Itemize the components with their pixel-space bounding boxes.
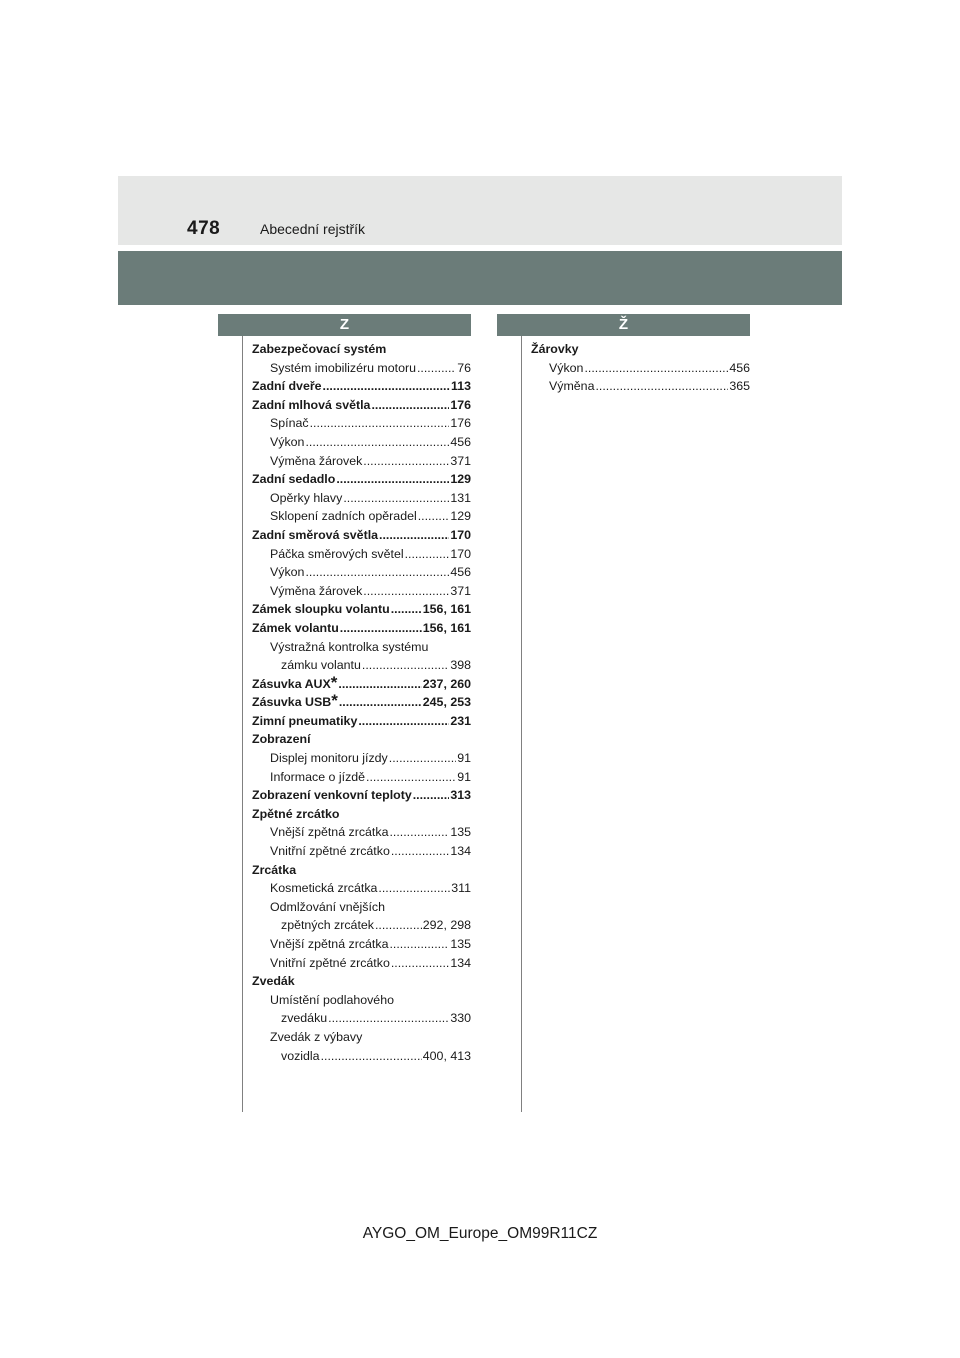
- dot-leader: [595, 377, 728, 396]
- index-entry-text: Výměna žárovek: [270, 583, 363, 598]
- index-entry-text: Zásuvka USB: [252, 695, 332, 710]
- page-reference: 456: [729, 360, 750, 375]
- index-entry: [252, 935, 471, 954]
- index-entry-text: Výměna: [549, 379, 595, 394]
- index-entry: Zásuvka USB * ..... 245, 253: [252, 693, 471, 712]
- dot-leader: [391, 842, 449, 861]
- index-entry: [252, 954, 471, 973]
- page-reference: 76: [457, 360, 471, 375]
- index-entry-text: Informace o jízdě: [270, 769, 366, 784]
- index-entry: [531, 359, 750, 378]
- index-entry: [252, 768, 471, 787]
- page-reference: 135: [450, 825, 471, 840]
- dot-leader: [321, 1047, 422, 1066]
- page-reference: 170: [450, 527, 471, 542]
- index-entry-text: zpětných zrcátek: [281, 918, 374, 933]
- index-entry-text: Systém imobilizéru motoru: [270, 360, 416, 375]
- page-reference: 456: [450, 434, 471, 449]
- index-entry: [252, 1028, 471, 1047]
- index-entry-text: Zvedák: [252, 974, 295, 989]
- index-entry: [252, 359, 471, 378]
- index-entry: [252, 749, 471, 768]
- page-reference: 330: [450, 1011, 471, 1026]
- index-entry: [252, 786, 471, 805]
- index-entry-text: Spínač: [270, 416, 309, 431]
- index-entry-text: Páčka směrových světel: [270, 546, 404, 561]
- dot-leader: [417, 359, 456, 378]
- page-number: 478: [187, 218, 221, 239]
- index-entry-text: Zámek volantu: [252, 620, 339, 635]
- index-entry: [252, 545, 471, 564]
- index-entry-text: Zrcátka: [252, 862, 297, 877]
- index-entry-text: Zvedák z výbavy: [270, 1029, 363, 1044]
- index-entry-text: Sklopení zadních opěradel: [270, 509, 417, 524]
- page-reference: 113: [451, 379, 471, 394]
- index-entry-text: Zadní směrová světla: [252, 527, 379, 542]
- dot-leader: [389, 935, 449, 954]
- page-reference: 313: [450, 788, 471, 803]
- page-reference: 456: [450, 565, 471, 580]
- index-entry: [252, 340, 471, 359]
- document-code: AYGO_OM_Europe_OM99R11CZ: [362, 1225, 598, 1242]
- index-entry: [252, 377, 471, 396]
- index-entry-text: zámku volantu: [281, 658, 361, 673]
- index-entry: [252, 823, 471, 842]
- left-column-divider: [242, 336, 243, 1112]
- page-reference: 231: [450, 713, 471, 728]
- index-entry: [252, 470, 471, 489]
- index-entry: [252, 582, 471, 601]
- index-entry-text: Zadní sedadlo: [252, 472, 336, 487]
- page-reference: 245, 253: [422, 695, 471, 710]
- index-column-right: [531, 340, 750, 396]
- index-entry-text: Žárovky: [531, 342, 579, 356]
- index-entry-text: Výstražná kontrolka systému: [270, 639, 429, 654]
- index-entry-text: zvedáku: [281, 1011, 328, 1026]
- index-entry-text: Zpětné zrcátko: [252, 806, 340, 821]
- letter-heading-z-caron: Ž: [497, 314, 750, 336]
- dot-leader: [305, 563, 449, 582]
- dot-leader: [328, 1009, 449, 1028]
- dot-leader: [363, 582, 449, 601]
- index-entry: [252, 730, 471, 749]
- index-entry-text: Výkon: [549, 360, 584, 375]
- dot-leader: [391, 600, 422, 619]
- index-entry-text: Zabezpečovací systém: [252, 342, 387, 356]
- page-reference: 134: [450, 844, 471, 859]
- page-reference: 131: [450, 490, 471, 505]
- index-entry: [252, 619, 471, 638]
- page-reference: 91: [457, 751, 471, 766]
- index-entry: [252, 489, 471, 508]
- index-entry-text: Vnitřní zpětné zrcátko: [270, 955, 390, 970]
- page-reference: 156, 161: [422, 620, 471, 635]
- page-reference: 371: [450, 583, 471, 598]
- index-entry: [252, 414, 471, 433]
- dot-leader: [389, 823, 449, 842]
- page-reference: 292, 298: [422, 918, 471, 933]
- index-entry: [252, 600, 471, 619]
- page-reference: 237, 260: [422, 676, 471, 691]
- index-entry: [252, 507, 471, 526]
- dot-leader: [343, 489, 449, 508]
- letter-heading-z: Z: [218, 314, 471, 336]
- dot-leader: [323, 377, 450, 396]
- index-entry-text: Zadní dveře: [252, 379, 322, 394]
- index-entry: [252, 563, 471, 582]
- index-entry: [531, 377, 750, 396]
- index-entry: [252, 879, 471, 898]
- index-entry-text: Vnější zpětná zrcátka: [270, 825, 389, 840]
- index-entry: [252, 972, 471, 991]
- page-reference: 371: [450, 453, 471, 468]
- page-reference: 156, 161: [422, 602, 471, 617]
- page-reference: 134: [450, 955, 471, 970]
- dot-leader: [584, 359, 728, 378]
- dot-leader: [336, 470, 449, 489]
- page-reference: 400, 413: [422, 1048, 471, 1063]
- index-entry: [252, 452, 471, 471]
- index-entry-text: Vnitřní zpětné zrcátko: [270, 844, 390, 859]
- index-entry-text: Výkon: [270, 565, 305, 580]
- dot-leader: [358, 712, 449, 731]
- header-band: [118, 176, 842, 245]
- index-entry-text: Odmlžování vnějších: [270, 899, 386, 914]
- dot-leader: [418, 507, 450, 526]
- dot-leader: [371, 396, 449, 415]
- page-title: Abecední rejstřík: [260, 221, 366, 237]
- index-entry-text: Zimní pneumatiky: [252, 713, 358, 728]
- dot-leader: [375, 916, 422, 935]
- index-entry-text: Zobrazení venkovní teploty: [252, 788, 412, 803]
- index-entry: [252, 1047, 471, 1066]
- index-entry-text: Výkon: [270, 434, 305, 449]
- index-entry: [252, 898, 471, 917]
- index-entry-text: Vnější zpětná zrcátka: [270, 937, 389, 951]
- page-reference: 135: [450, 937, 471, 951]
- index-entry: [252, 396, 471, 415]
- page-reference: 365: [729, 379, 750, 394]
- index-entry: [252, 861, 471, 880]
- dot-leader: [413, 786, 450, 805]
- index-entry: [252, 916, 471, 935]
- page-reference: 170: [450, 546, 471, 561]
- index-entry: [252, 842, 471, 861]
- dot-leader: [405, 545, 450, 564]
- index-entry-text: Opěrky hlavy: [270, 490, 343, 505]
- index-entry: [252, 656, 471, 675]
- index-entry-text: Kosmetická zrcátka: [270, 881, 378, 896]
- index-entry-text: Umístění podlahového: [270, 992, 394, 1007]
- right-column-divider: [521, 336, 522, 1112]
- dot-leader: [340, 619, 422, 638]
- index-entry: [252, 991, 471, 1010]
- dot-leader: [339, 693, 422, 712]
- page-reference: 91: [457, 769, 471, 784]
- dot-leader: [363, 452, 449, 471]
- page-reference: 129: [450, 472, 471, 487]
- dot-leader: [366, 768, 456, 787]
- index-entry-text: Zadní mlhová světla: [252, 397, 371, 412]
- index-entry: [252, 433, 471, 452]
- index-column-left: [252, 340, 471, 1065]
- index-entry-text: Výměna žárovek: [270, 453, 363, 468]
- index-entry: Zásuvka AUX * ..... 237, 260: [252, 675, 471, 694]
- dot-leader: [305, 433, 449, 452]
- dot-leader: [391, 954, 449, 973]
- index-entry-text: Zásuvka AUX: [252, 676, 331, 691]
- page-reference: 311: [451, 881, 471, 896]
- index-entry: [252, 638, 471, 657]
- dot-leader: [362, 656, 449, 675]
- page-reference: 176: [450, 397, 471, 412]
- index-entry: [252, 1009, 471, 1028]
- dot-leader: [379, 526, 449, 545]
- index-entry-text: Zámek sloupku volantu: [252, 602, 390, 617]
- dot-leader: [338, 675, 421, 694]
- dot-leader: [378, 879, 450, 898]
- dot-leader: [310, 414, 450, 433]
- page-reference: 176: [450, 416, 471, 431]
- index-entry: [252, 712, 471, 731]
- index-entry-text: vozidla: [281, 1048, 320, 1063]
- index-entry: [252, 805, 471, 824]
- index-entry-text: Displej monitoru jízdy: [270, 751, 388, 766]
- page-reference: 129: [450, 509, 471, 524]
- page-reference: 398: [450, 658, 471, 673]
- dot-leader: [389, 749, 456, 768]
- header-dark-band: [118, 251, 842, 305]
- index-entry: [531, 340, 750, 359]
- index-entry: [252, 526, 471, 545]
- index-entry-text: Zobrazení: [252, 732, 311, 747]
